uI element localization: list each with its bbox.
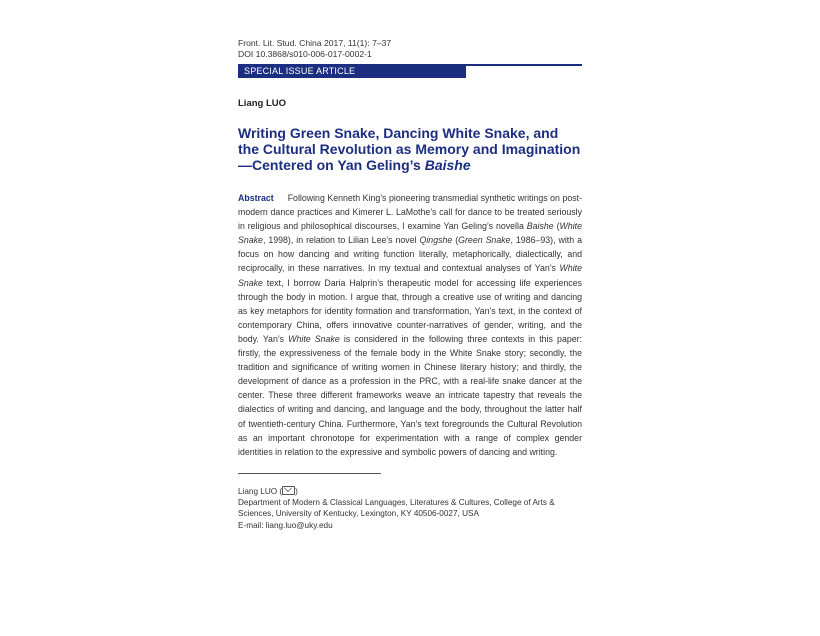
footnote-author: Liang LUO (	[238, 486, 283, 496]
section-banner	[238, 64, 582, 78]
abstract	[238, 191, 582, 459]
abstract-text: , 1986–93), with a focus on how dancing and writing function literally, metaphorically, dialectically, and reciprocally, in these narratives. In my textual and contextual analyses of Yan’s	[238, 235, 582, 274]
abstract-italic-term: Green Snake	[458, 235, 511, 246]
abstract-text: is considered in the following three contexts in this paper: firstly, the expressiveness of the female body in the White Snake story; secondly, the tradition and significance of writing women in Chinese literary history; and thirdly, the development of dance as a profession in the PRC, with a real-life snake dancer at the center. These three different frameworks weave an intricate tapestry that reveals the dialectics of writing and dancing, and language and the body, throughout the latter half of twentieth-century China. Furthermore, Yan’s text foregrounds the Cultural Revolution as an important chronotope for experimentation with a range of complex gender identities in relation to the expressive and symbolic powers of dancing and writing.	[238, 333, 582, 457]
abstract-italic-term: Qingshe	[419, 235, 453, 246]
abstract-italic-term: White Snake	[238, 263, 582, 288]
abstract-text: , 1998), in relation to Lilian Lee’s novel	[262, 235, 420, 246]
abstract-italic-term: White Snake	[238, 221, 582, 246]
abstract-text: Following Kenneth King’s pioneering transmedial synthetic writings on post-modern dance practices and Kimerer L. LaMothe’s call for dance to be treated seriously in religious and philosophical discourses, I examine Yan Geling’s novella	[238, 193, 582, 232]
affiliation-footnote	[238, 486, 582, 531]
department-address: Department of Modern & Classical Languages, Literatures & Cultures, College of Arts & Sciences, University of Kentucky, Lexington, KY 40506-0027, USA	[238, 498, 555, 519]
article-first-page	[238, 38, 582, 531]
article-title	[238, 125, 582, 173]
email-line[interactable]: E-mail: liang.luo@uky.edu	[238, 520, 333, 530]
abstract-body	[238, 193, 582, 457]
title-text: Writing Green Snake, Dancing White Snake, and the Cultural Revolution as Memory and Imagination—Centered on Yan Geling’s	[238, 125, 581, 173]
abstract-text: text, I borrow Daria Halprin’s therapeutic model for accessing life experiences through the body in motion. I argue that, through a creative use of writing and dancing as key metaphors for identity formation and transformation, Yan’s text, in the context of contemporary China, offers innovative counter-narratives of gender, writing, and the body. Yan’s	[238, 277, 582, 344]
abstract-text: (	[452, 235, 459, 246]
corresponding-author	[238, 486, 582, 497]
abstract-italic-term: White Snake	[288, 333, 340, 344]
abstract-italic-term: Baishe	[526, 221, 554, 232]
doi-line: DOI 10.3868/s010-006-017-0002-1	[238, 49, 372, 59]
section-banner-rule	[466, 64, 582, 66]
title-italic: Baishe	[424, 157, 471, 173]
abstract-label: Abstract	[238, 193, 274, 203]
author-name: Liang LUO	[238, 98, 287, 109]
abstract-text: (	[553, 221, 560, 232]
envelope-icon	[282, 486, 295, 495]
section-label: SPECIAL ISSUE ARTICLE	[244, 66, 356, 76]
journal-citation: Front. Lit. Stud. China 2017, 11(1): 7–37	[238, 38, 392, 48]
footnote-rule	[238, 473, 381, 474]
footnote-author-close: )	[295, 486, 298, 496]
